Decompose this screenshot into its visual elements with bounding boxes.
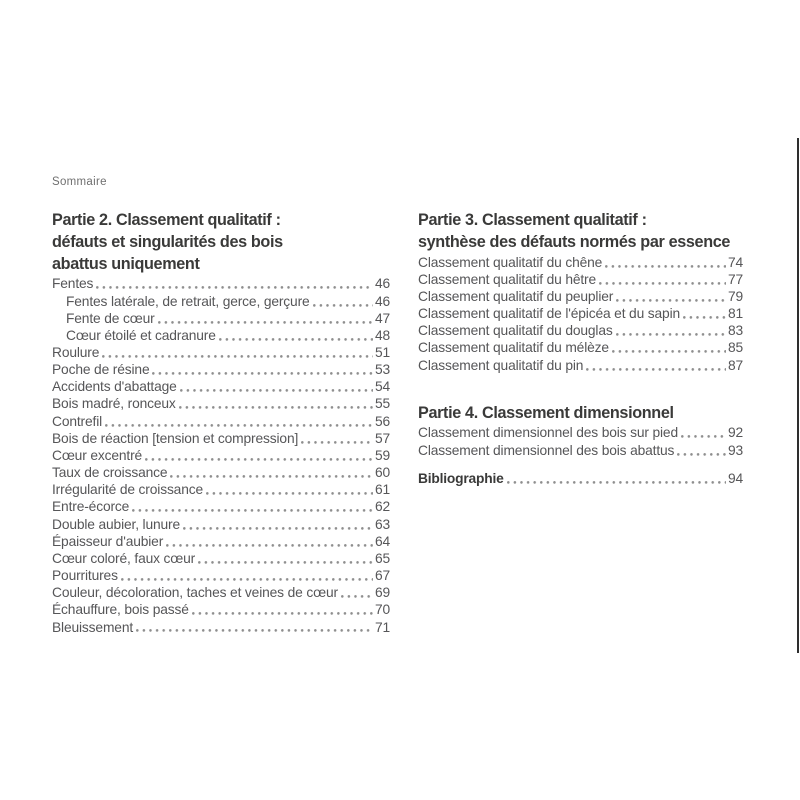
toc-entry — [52, 430, 390, 447]
toc-leader-dots — [96, 275, 373, 292]
toc-entry-label: Fentes latérale, de retrait, gerce, gerçure — [66, 293, 310, 309]
toc-entry-label: Double aubier, lunure — [52, 516, 181, 532]
toc-entry-label: Accidents d'abattage — [52, 379, 177, 395]
toc-entry — [52, 584, 390, 601]
toc-leader-dots — [121, 567, 373, 584]
toc-entry-page: 71 — [374, 619, 390, 635]
toc-entry-page: 59 — [374, 447, 390, 463]
toc-section — [418, 403, 743, 459]
section-title-line: abattus uniquement — [52, 254, 200, 273]
toc-leader-dots — [192, 601, 373, 618]
toc-leader-dots — [313, 293, 373, 310]
toc-entry-page: 53 — [374, 362, 390, 378]
toc-leader-dots — [102, 344, 373, 361]
toc-entry-label: Cœur excentré — [52, 447, 143, 463]
toc-entry — [418, 254, 743, 271]
toc-entry — [52, 533, 390, 550]
section-title-line: Partie 2. Classement qualitatif : — [52, 211, 281, 229]
toc-entry-page: 62 — [374, 499, 390, 515]
toc-entry-page: 56 — [374, 413, 390, 429]
toc-entry-page: 77 — [727, 271, 743, 287]
toc-section — [52, 210, 390, 636]
toc-entry — [52, 516, 390, 533]
toc-leader-dots — [677, 442, 726, 459]
toc-entry-label: Irrégularité de croissance — [52, 482, 204, 498]
toc-entry-label: Cœur étoilé et cadranure — [66, 327, 216, 343]
toc-entry-label: Classement qualitatif du chêne — [418, 254, 603, 270]
toc-entry-label: Classement qualitatif du pin — [418, 357, 584, 373]
toc-entry-label: Bois de réaction [tension et compression] — [52, 430, 299, 446]
section-title-line: défauts et singularités des bois — [52, 232, 283, 251]
toc-entry-label: Classement qualitatif du hêtre — [418, 271, 597, 287]
toc-leader-dots — [683, 305, 726, 322]
section-title-line: synthèse des défauts normés par essence — [418, 232, 731, 251]
section-title-line: Partie 3. Classement qualitatif : — [418, 211, 647, 229]
toc-entry-label: Fente de cœur — [66, 310, 155, 326]
toc-entry-page: 47 — [374, 310, 390, 326]
toc-leader-dots — [183, 516, 373, 533]
toc-entry — [52, 327, 390, 344]
toc-entry-page: 51 — [374, 345, 390, 361]
toc-leader-dots — [152, 361, 372, 378]
toc-entry-label: Fentes — [52, 276, 94, 292]
toc-entry-page: 60 — [374, 465, 390, 481]
toc-entry-page: 83 — [727, 323, 743, 339]
toc-entry-label: Contrefil — [52, 413, 103, 429]
toc-entry-page: 57 — [374, 430, 390, 446]
toc-entry-label: Entre-écorce — [52, 499, 130, 515]
toc-entry-page: 46 — [374, 293, 390, 309]
toc-entry-page: 74 — [727, 254, 743, 270]
toc-entry-label: Bleuissement — [52, 619, 134, 635]
toc-entry-page: 54 — [374, 379, 390, 395]
toc-leader-dots — [206, 481, 373, 498]
toc-leader-dots — [170, 464, 373, 481]
toc-entry-page: 70 — [374, 602, 390, 618]
toc-entry-label: Cœur coloré, faux cœur — [52, 550, 196, 566]
toc-entry-label: Classement qualitatif du peuplier — [418, 288, 614, 304]
page-edge-line — [797, 138, 799, 653]
toc-entry-page: 94 — [727, 470, 743, 486]
toc-leader-dots — [586, 357, 726, 374]
toc-section — [418, 210, 743, 374]
toc-entry-page: 87 — [727, 357, 743, 373]
toc-entry — [52, 619, 390, 636]
toc-entry — [52, 567, 390, 584]
toc-entry-page: 69 — [374, 585, 390, 601]
toc-leader-dots — [616, 288, 726, 305]
toc-entry — [52, 601, 390, 618]
toc-entry — [52, 464, 390, 481]
toc-entry-page: 64 — [374, 533, 390, 549]
toc-entry — [418, 305, 743, 322]
toc-entry-page: 61 — [374, 482, 390, 498]
toc-leader-dots — [105, 413, 373, 430]
toc-entry-label: Poche de résine — [52, 362, 150, 378]
toc-entry — [52, 395, 390, 412]
toc-entry-page: 55 — [374, 396, 390, 412]
toc-entry-page: 48 — [374, 327, 390, 343]
toc-entry-label: Roulure — [52, 345, 100, 361]
left-column — [52, 210, 390, 636]
toc-entry-label: Couleur, décoloration, taches et veines de cœur — [52, 585, 338, 601]
toc-entry-page: 67 — [374, 568, 390, 584]
toc-entry — [52, 275, 390, 292]
toc-entry-page: 93 — [727, 442, 743, 458]
toc-entry — [52, 550, 390, 567]
toc-leader-dots — [605, 254, 726, 271]
toc-entry-page: 92 — [727, 425, 743, 441]
toc-leader-dots — [136, 619, 373, 636]
toc-entry — [52, 378, 390, 395]
toc-entry-page: 65 — [374, 550, 390, 566]
toc-leader-dots — [145, 447, 373, 464]
toc-leader-dots — [166, 533, 373, 550]
toc-leader-dots — [179, 395, 373, 412]
toc-entry — [52, 344, 390, 361]
right-column — [418, 210, 743, 487]
toc-entry — [52, 481, 390, 498]
toc-entry-page: 46 — [374, 276, 390, 292]
toc-section — [418, 470, 743, 487]
toc-entry — [418, 271, 743, 288]
toc-leader-dots — [158, 310, 373, 327]
toc-entry-label: Classement qualitatif du douglas — [418, 323, 613, 339]
toc-entry-label: Épaisseur d'aubier — [52, 533, 164, 549]
toc-entry-page: 81 — [727, 306, 743, 322]
toc-leader-dots — [132, 498, 373, 515]
toc-entry-page: 63 — [374, 516, 390, 532]
toc-entry — [52, 293, 390, 310]
toc-entry — [52, 447, 390, 464]
toc-entry — [52, 413, 390, 430]
toc-entry-page: 85 — [727, 340, 743, 356]
toc-leader-dots — [681, 424, 726, 441]
toc-leader-dots — [219, 327, 373, 344]
toc-entry-label: Bibliographie — [418, 470, 504, 486]
toc-entry-page: 79 — [727, 288, 743, 304]
toc-leader-dots — [507, 470, 726, 487]
toc-leader-dots — [341, 584, 373, 601]
toc-entry — [52, 361, 390, 378]
toc-entry-label: Échauffure, bois passé — [52, 602, 189, 618]
toc-entry — [418, 288, 743, 305]
toc-leader-dots — [612, 339, 726, 356]
toc-entry-label: Classement dimensionnel des bois abattus — [418, 442, 675, 458]
toc-leader-dots — [616, 322, 726, 339]
toc-entry-label: Taux de croissance — [52, 465, 168, 481]
toc-leader-dots — [180, 378, 373, 395]
toc-entry-label: Classement dimensionnel des bois sur pied — [418, 425, 678, 441]
section-title-line: Partie 4. Classement dimensionnel — [418, 403, 674, 422]
toc-entry — [418, 339, 743, 356]
toc-entry — [418, 357, 743, 374]
toc-leader-dots — [198, 550, 373, 567]
toc-entry — [418, 470, 743, 487]
toc-entry-label: Pourritures — [52, 568, 118, 584]
toc-entry — [418, 322, 743, 339]
toc-entry-label: Classement qualitatif de l'épicéa et du sapin — [418, 306, 681, 322]
toc-entry-label: Bois madré, ronceux — [52, 396, 176, 412]
toc-leader-dots — [599, 271, 726, 288]
toc-entry — [418, 424, 743, 441]
page-label: Sommaire — [52, 176, 107, 188]
toc-entry — [52, 498, 390, 515]
toc-leader-dots — [301, 430, 373, 447]
toc-entry — [418, 442, 743, 459]
toc-entry-label: Classement qualitatif du mélèze — [418, 340, 609, 356]
toc-entry — [52, 310, 390, 327]
